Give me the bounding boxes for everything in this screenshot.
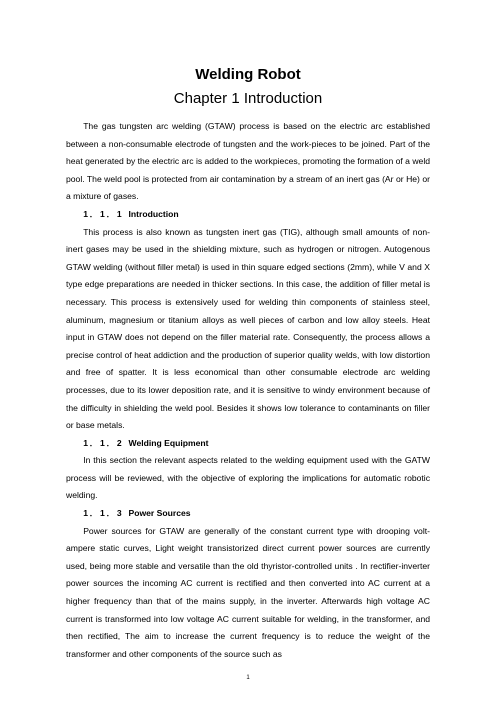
section-heading-welding-equipment: [66, 435, 430, 453]
document-title: Welding Robot: [195, 66, 301, 83]
section-number: 1．1．3: [83, 508, 124, 519]
section-heading-introduction: [66, 206, 430, 224]
section-title: Introduction: [128, 208, 179, 219]
section-number: 1．1．1: [83, 208, 124, 219]
section-title: Welding Equipment: [128, 437, 209, 448]
section-title: Power Sources: [128, 508, 191, 519]
section-paragraph-welding-equipment: In this section the relevant aspects related to the welding equipment used with the GATW process will be reviewed, with the objective of exploring the implications for automatic robotic welding.: [66, 455, 430, 501]
document-body: [66, 118, 430, 663]
chapter-heading: Chapter 1 Introduction: [173, 90, 323, 107]
page-number: 1: [246, 675, 250, 681]
intro-paragraph: The gas tungsten arc welding (GTAW) process is based on the electric arc established between a non-consumable electrode of tungsten and the work-pieces to be joined. Part of the heat generated by the electric arc is added to the workpieces, promoting the formation of a weld pool. The weld pool is protected from air contamination by a stream of an inert gas (Ar or He) or a mixture of gases.: [66, 121, 431, 202]
section-number: 1．1．2: [83, 437, 124, 448]
section-paragraph-introduction: This process is also known as tungsten inert gas (TIG), although small amounts of non-inert gases may be used in the shielding mixture, such as hydrogen or nitrogen. Autogenous GTAW welding (without filler metal) is used in thin square edged sections (2mm), while V and X type edge preparations are needed in thicker sections. In this case, the addition of filler metal is necessary. This process is extensively used for welding thin components of stainless steel, aluminum, magnesium or titanium alloys as well pieces of carbon and low alloy steels. Heat input in GTAW does not depend on the filler material rate. Consequently, the process allows a precise control of heat addiction and the production of superior quality welds, with low distortion and free of spatter. It is less economical than other consumable electrode arc welding processes, due to its lower deposition rate, and it is sensitive to windy environment because of the difficulty in shielding the weld pool. Besides it shows low tolerance to contaminants on filler or base metals.: [66, 226, 430, 431]
section-paragraph-power-sources: Power sources for GTAW are generally of the constant current type with drooping volt-ampere static curves, Light weight transistorized direct current power sources are currently used, being more stable and versatile than the old thyristor-controlled units . In rectifier-inverter power sources the incoming AC current is rectified and then converted into AC current at a higher frequency than that of the mains supply, in the inverter. Afterwards high voltage AC current is transformed into low voltage AC current suitable for welding, in the transformer, and then rectified, The aim to increase the current frequency is to reduce the weight of the transformer and other components of the source such as: [66, 525, 430, 659]
section-heading-power-sources: [66, 505, 430, 523]
